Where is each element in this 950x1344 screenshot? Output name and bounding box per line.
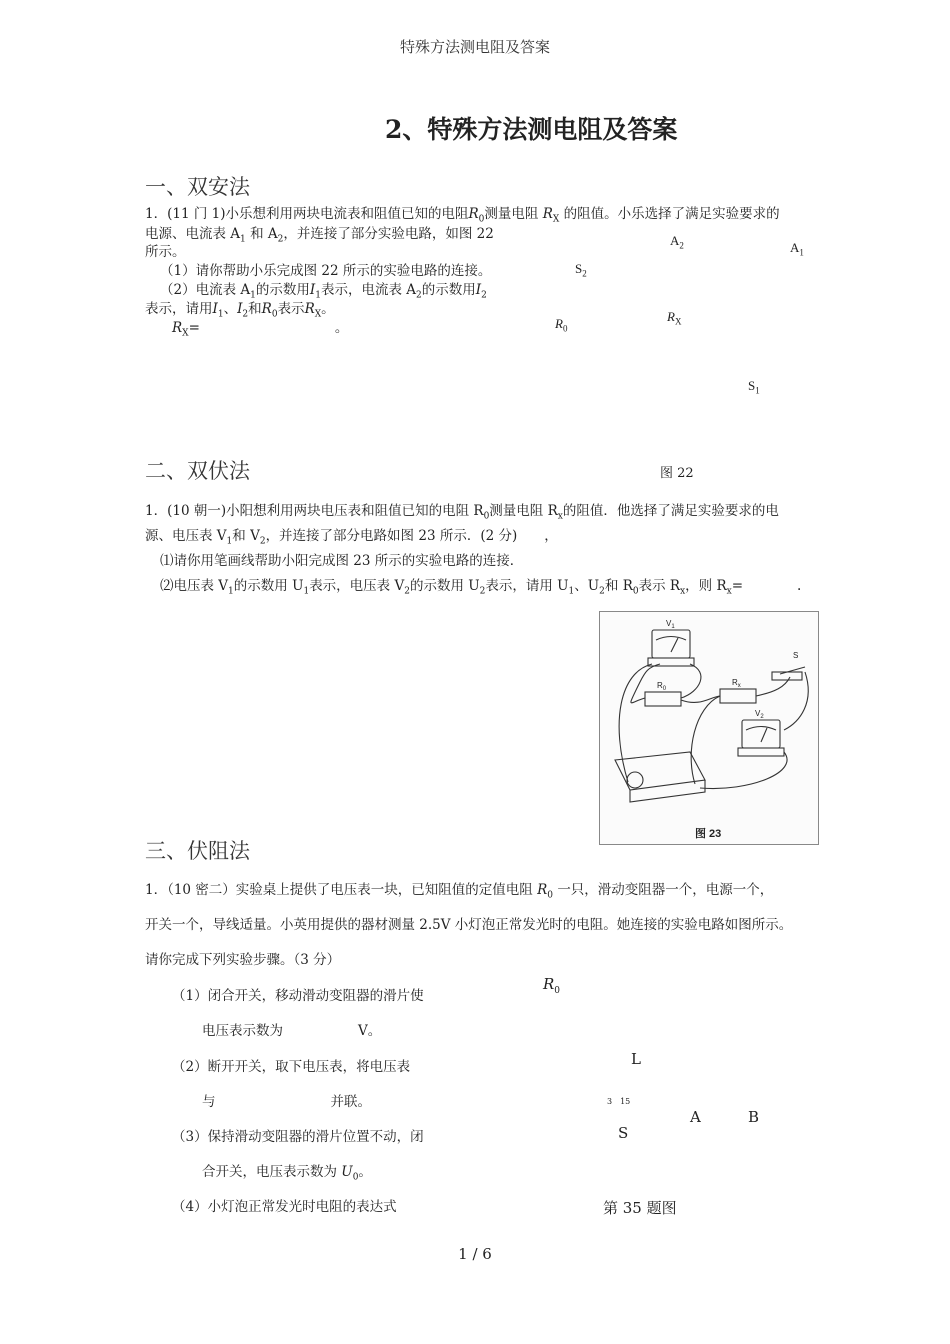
sec1-answer-line: $R_X=$ 。 [172, 320, 349, 339]
sec3-line-2: 开关一个，导线适量。小英用提供的器材测量 2.5V 小灯泡正常发光时的电阻。她连接的实验电路如图所示。 [145, 917, 793, 933]
sec1-line-3: 所示。 [145, 244, 186, 260]
fig23-label-s: S [793, 651, 799, 660]
sec3-step-3b: 合开关，电压表示数为 $U_0$。 [202, 1164, 372, 1183]
circuit-diagram-icon [600, 612, 818, 844]
fig35-label-s: S [618, 1124, 629, 1142]
fig35-caption: 第 35 题图 [603, 1199, 677, 1217]
sec3-step-2a: （2）断开开关，取下电压表，将电压表 [172, 1059, 411, 1075]
sec1-line-2: 电源、电流表 $A_1$ 和 $A_2$，并连接了部分实验电路，如图 22 [145, 226, 494, 245]
figure-23-circuit [599, 611, 819, 845]
sec3-step-1a: （1）闭合开关，移动滑动变阻器的滑片使 [172, 988, 424, 1004]
sec3-step-1b: 电压表示数为 V。 [202, 1023, 382, 1039]
sec1-question-2: （2）电流表 $A_1$的示数用$I_1$表示，电流表 $A_2$的示数用$I_2$ [160, 282, 487, 301]
sec2-question-2: ⑵电压表 $V_1$的示数用 $U_1$表示，电压表 $V_2$的示数用 $U_2$表示，请用 $U_1$、$U_2$和 $R_0$表示 $R_x$，则 $R_x=$ . [160, 578, 802, 597]
sec3-step-2b: 与 并联。 [202, 1094, 371, 1110]
section-heading-1: 一、双安法 [145, 175, 250, 199]
fig35-label-r0: $R_0$ [543, 975, 561, 996]
document-title: 2、特殊方法测电阻及答案 [385, 115, 678, 144]
page-header: 特殊方法测电阻及答案 [399, 38, 550, 56]
sec3-line-1: 1．（10 密二）实验桌上提供了电压表一块，已知阻值的定值电阻 $R_0$ 一只，滑动变阻器一个，电源一个， [145, 882, 774, 901]
fig35-label-a: A [690, 1108, 701, 1126]
sec1-line-1: 1．(11 门 1)小乐想利用两块电流表和阻值已知的电阻$R_0$测量电阻 $R_X$ 的阻值。小乐选择了满足实验要求的 [145, 206, 780, 225]
fig22-label-a2: $A_2$ [670, 233, 684, 251]
fig22-label-a1: $A_1$ [790, 240, 804, 258]
fig23-caption: 图 23 [695, 828, 722, 840]
fig22-caption: 图 22 [660, 466, 694, 481]
sec2-question-1: ⑴请你用笔画线帮助小阳完成图 23 所示的实验电路的连接． [160, 553, 524, 569]
sec1-question-2-cont: 表示，请用$I_1$、$I_2$和$R_0$表示$R_X$。 [145, 301, 335, 320]
fig22-label-s2: $S_2$ [575, 261, 587, 279]
sec2-line-2: 源、电压表 $V_1$和 $V_2$，并连接了部分电路如图 23 所示．(2 分) ， [145, 528, 558, 547]
fig22-label-s1: $S_1$ [748, 378, 760, 396]
fig35-label-b: B [748, 1108, 760, 1126]
fig23-label-r0: $R_0$ [657, 681, 667, 692]
fig22-label-r0: $R_0$ [555, 316, 568, 334]
fig35-label-scale: 3 15 [607, 1097, 631, 1106]
section-heading-3: 三、伏阻法 [145, 839, 250, 863]
sec3-step-4: （4）小灯泡正常发光时电阻的表达式 [172, 1199, 397, 1215]
sec2-line-1: 1．(10 朝一)小阳想利用两块电压表和阻值已知的电阻 $R_0$测量电阻 $R_x$的阻值．他选择了满足实验要求的电 [145, 503, 779, 522]
fig23-label-v1: $V_1$ [666, 619, 675, 630]
sec1-question-1: （1）请你帮助小乐完成图 22 所示的实验电路的连接。 [160, 263, 492, 279]
section-heading-2: 二、双伏法 [145, 459, 250, 483]
page-number: 1 / 6 [458, 1245, 492, 1263]
fig22-label-rx: $R_X$ [667, 309, 682, 327]
fig35-label-l: L [631, 1050, 641, 1068]
sec3-line-3: 请你完成下列实验步骤。（3 分） [145, 952, 341, 968]
fig23-label-rx: $R_x$ [732, 678, 741, 689]
fig23-label-v2: $V_2$ [755, 709, 764, 720]
sec3-step-3a: （3）保持滑动变阻器的滑片位置不动，闭 [172, 1129, 424, 1145]
